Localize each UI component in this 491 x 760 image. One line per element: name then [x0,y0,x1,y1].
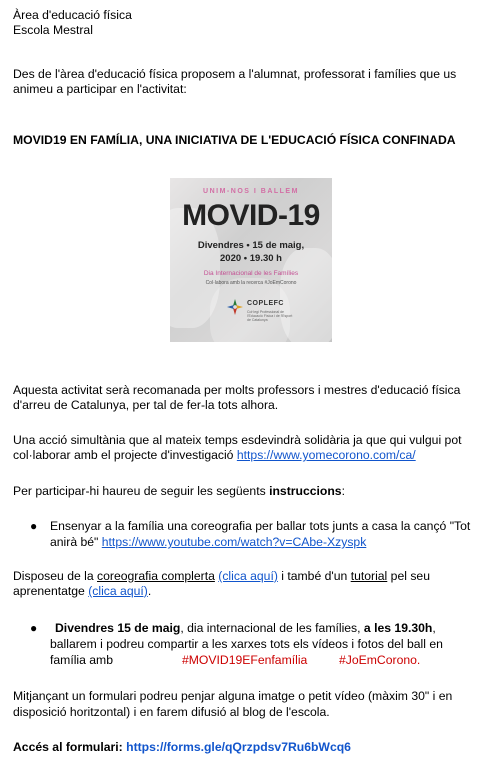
choreography-link[interactable]: coreografia complerta [97,569,215,583]
poster-title: MOVID-19 [182,199,320,232]
intro-line-2: animeu a participar en l'activitat: [13,82,187,96]
p2-line-1: Una acció simultània que al mateix temps esdevindrà solidària ja que qui vulgui pot [13,433,462,447]
choreography-click-here-link[interactable]: (clica aquí) [218,569,278,583]
bullet2-line-2: ballarem i podreu compartir a les xarxes tots els vídeos i fotos del ball en [50,637,443,651]
bullet2-date-bold: Divendres 15 de maig [55,621,181,635]
p1-line-1: Aquesta activitat serà recomanada per molts professors i mestres d'educació física [13,383,461,397]
p3-text: Per participar-hi haureu de seguir les següents [13,484,270,498]
p4-line-2 [13,584,151,598]
p3-bold-instructions: instruccions [269,484,342,498]
coplefc-logo-icon [226,298,244,316]
p5-line-2: disposició horitzontal) i en farem difusió al blog de l'escola. [13,705,330,719]
bullet2-line-3-text: família amb [50,653,113,667]
hashtag-joemcorono: #JoEmCorono. [339,653,421,667]
poster-families-day: Dia Internacional de les Famílies [203,270,299,277]
bullet2-line-3 [50,653,430,667]
bullet2-line-1 [55,621,436,635]
bullet2-text-1: , dia internacional de les famílies, [180,621,364,635]
p2-line-2-text: col·laborar amb el projecte d'investigació [13,448,237,462]
p3-tail: : [341,484,345,498]
poster-logo-text: COPLEFC [247,300,284,307]
poster-date [170,239,332,265]
p4-text-c: pel seu [387,569,430,583]
bullet1-line-2-text: anirà bé" [50,535,102,549]
tutorial-click-here-link[interactable]: (clica aquí) [88,584,148,598]
yomecorono-link[interactable]: https://www.yomecorono.com/ca/ [236,448,416,462]
poster-logo-subtitle: Col·legi Professional de l'Educació Física i de l'Esport de Catalunya [247,310,293,322]
form-access [13,740,351,754]
p4-text-b: i també d'un [277,569,351,583]
tutorial-link[interactable]: tutorial [350,569,388,583]
bullet-icon: ● [30,621,38,635]
hashtag-movid19: #MOVID19EFenfamília [182,653,308,667]
poster-top-text: UNIM-NOS I BALLEM [203,188,299,195]
p4-line-1 [13,569,430,583]
p1-line-2: d'arreu de Catalunya, per tal de fer-la tots alhora. [13,398,279,412]
activity-heading: MOVID19 EN FAMÍLIA, UNA INICIATIVA DE L'EDUCACIÓ FÍSICA CONFINADA [13,133,456,147]
header-area: Àrea d'educació física [13,8,132,22]
bullet2-text-2: , [432,621,436,635]
form-label: Accés al formulari: [13,740,127,754]
intro-line-1: Des de l'àrea d'educació física proposem a l'alumnat, professorat i famílies que us [13,67,457,81]
bullet-icon: ● [30,519,38,533]
p4-line-2-text: aprenentatge [13,584,89,598]
poster-tagline: Col·labora amb la recerca #JoEmCorono [205,280,297,286]
movid19-poster-image [170,178,332,342]
poster-date-line-1: Divendres • 15 de maig, [197,240,305,251]
bullet1-line-2 [50,535,366,549]
youtube-link[interactable]: https://www.youtube.com/watch?v=CAbe-Xzyspk [101,535,367,549]
header-school: Escola Mestral [13,23,93,37]
p4-text-a: Disposeu de la [13,569,98,583]
form-link[interactable]: https://forms.gle/qQrzpdsv7Ru6bWcq6 [126,740,351,754]
p3 [13,484,345,498]
p4-line-2-end: . [147,584,152,598]
poster-date-line-2: 2020 • 19.30 h [220,253,282,264]
p2-line-2 [13,448,416,462]
bullet2-time-bold: a les 19.30h [363,621,433,635]
p5-line-1: Mitjançant un formulari podreu penjar alguna imatge o petit vídeo (màxim 30" i en [13,689,453,703]
bullet1-line-1: Ensenyar a la família una coreografia per ballar tots junts a casa la cançó "Tot [50,519,471,533]
